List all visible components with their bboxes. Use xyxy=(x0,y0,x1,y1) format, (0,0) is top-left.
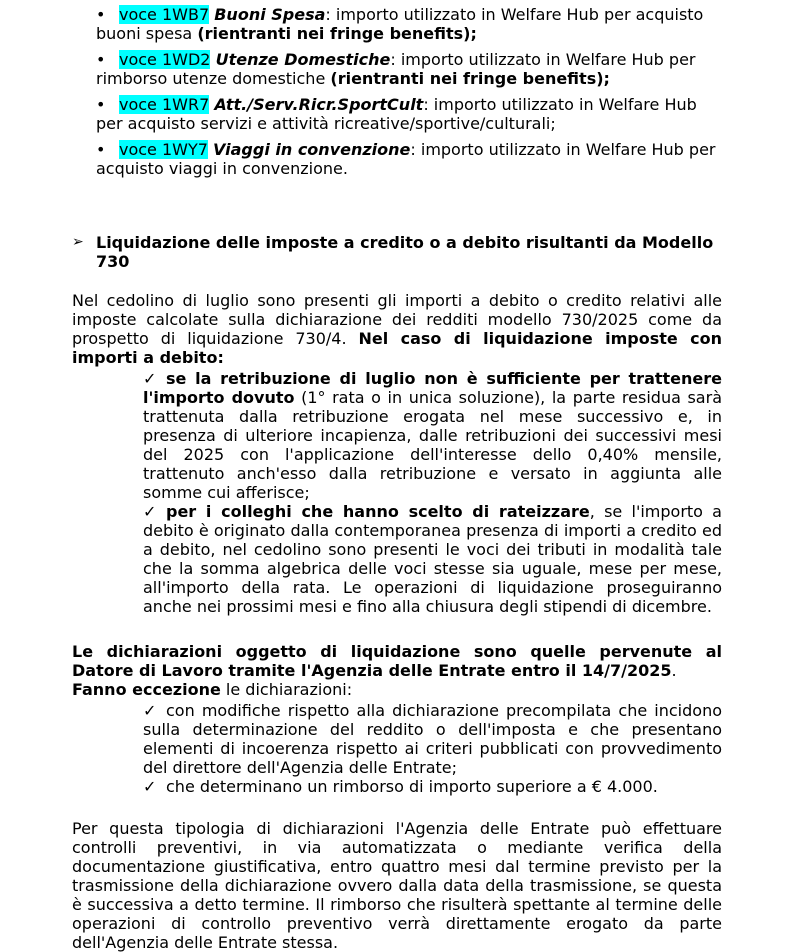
voce-desc: : importo utilizzato in Welfare Hub per xyxy=(410,140,716,159)
voce-name: Att./Serv.Ricr.SportCult xyxy=(214,95,424,114)
voce-name: Utenze Domestiche xyxy=(215,50,391,69)
check-icon: ✓ xyxy=(143,502,157,521)
voce-desc-rest: per acquisto servizi e attività ricreative/sportive/culturali; xyxy=(96,114,556,133)
voce-code: voce 1WY7 xyxy=(119,140,208,159)
exceptions-text: le dichiarazioni: xyxy=(220,680,353,699)
declarations-bold: Le dichiarazioni oggetto di liquidazione sono quelle pervenute al Datore di Lavoro tramite l'Agenzia delle Entrate entro il 14/7/2025 xyxy=(72,642,722,680)
voce-item-1wb7 xyxy=(96,5,726,43)
intro-paragraph xyxy=(72,291,722,367)
arrow-bullet-icon: ➢ xyxy=(72,234,84,250)
voce-bold-tail: (rientranti nei fringe benefits); xyxy=(197,24,477,43)
bullet-icon: • xyxy=(96,140,106,159)
declarations-paragraph xyxy=(72,642,722,699)
bullet-icon: • xyxy=(96,50,106,69)
debit-cases-list xyxy=(143,369,722,616)
voce-desc: : importo utilizzato in Welfare Hub per acquisto xyxy=(325,5,704,24)
check-bold: se la retribuzione di luglio non è sufficiente per trattenere l'importo dovuto xyxy=(143,369,722,407)
bullet-icon: • xyxy=(96,5,106,24)
voce-desc-rest: acquisto viaggi in convenzione. xyxy=(96,159,348,178)
voce-desc: : importo utilizzato in Welfare Hub per xyxy=(390,50,696,69)
exceptions-list xyxy=(143,701,722,796)
voce-name: Buoni Spesa xyxy=(214,5,326,24)
voce-item-1wy7 xyxy=(96,140,726,178)
section-heading xyxy=(72,233,732,271)
intro-bold: Nel caso di liquidazione imposte con importi a debito: xyxy=(72,329,722,367)
voce-desc-rest: buoni spesa xyxy=(96,24,198,43)
intro-text: Nel cedolino di luglio sono presenti gli importi a debito o credito relativi alle imposte calcolate sulla dichiarazione dei redditi modello 730/2025 come da prospetto di liquidazione 730/4. xyxy=(72,291,722,348)
declarations-after: . xyxy=(671,661,677,680)
heading-line-1: Liquidazione delle imposte a credito o a debito risultanti da Modello xyxy=(96,233,714,252)
check-item-rateizzare xyxy=(143,502,722,616)
check-text: , se l'importo a debito è originato dalla contemporanea presenza di importi a credito ed a debito, nel cedolino sono presenti le voci dei tributi in modalità tale che la somma algebrica delle voci stesse sia uguale, mese per mese, all'importo della rata. Le operazioni di liquidazione proseguiranno anche nei prossimi mesi e fino alla chiusura degli stipendi di dicembre. xyxy=(143,502,722,616)
heading-line-2: 730 xyxy=(96,252,130,271)
check-icon: ✓ xyxy=(143,777,157,796)
check-icon: ✓ xyxy=(143,369,157,388)
check-item-insufficient xyxy=(143,369,722,502)
exceptions-bold: Fanno eccezione xyxy=(72,680,221,699)
check-bold: per i colleghi che hanno scelto di rateizzare xyxy=(166,502,590,521)
voce-code: voce 1WR7 xyxy=(119,95,210,114)
check-item-modifiche xyxy=(143,701,722,777)
voce-desc-rest: rimborso utenze domestiche xyxy=(96,69,331,88)
controls-paragraph: Per questa tipologia di dichiarazioni l'Agenzia delle Entrate può effettuare controlli preventivi, in via automatizzata o mediante verifica della documentazione giustificativa, entro quattro mesi dal termine previsto per la trasmissione della dichiarazione ovvero dalla data della trasmissione, se questa è successiva a detto termine. Il rimborso che risulterà spettante al termine delle operazioni di controllo preventivo verrà direttamente erogato da parte dell'Agenzia delle Entrate stessa. xyxy=(72,819,722,952)
voce-bold-tail: (rientranti nei fringe benefits); xyxy=(330,69,610,88)
check-text: (1° rata o in unica soluzione), la parte residua sarà trattenuta dalla retribuzione erogata nel mese successivo e, in presenza di ulteriore incapienza, dalle retribuzioni dei successivi mesi del 2025 con l'applicazione dell'interesse dello 0,40% mensile, trattenuto anch'esso dalla retribuzione e versato in aggiunta alle somme cui afferisce; xyxy=(143,388,722,502)
voce-list xyxy=(96,5,726,185)
check-item-rimborso xyxy=(143,777,722,796)
check-text: con modifiche rispetto alla dichiarazione precompilata che incidono sulla determinazione del reddito o dell'imposta e che presentano elementi di incoerenza rispetto ai criteri pubblicati con provvedimento del direttore dell'Agenzia delle Entrate; xyxy=(143,701,722,777)
voce-item-1wd2 xyxy=(96,50,726,88)
voce-item-1wr7 xyxy=(96,95,726,133)
voce-name: Viaggi in convenzione xyxy=(213,140,411,159)
voce-desc: : importo utilizzato in Welfare Hub xyxy=(423,95,697,114)
voce-code: voce 1WD2 xyxy=(119,50,211,69)
bullet-icon: • xyxy=(96,95,106,114)
check-text: che determinano un rimborso di importo superiore a € 4.000. xyxy=(166,777,658,796)
check-icon: ✓ xyxy=(143,701,157,720)
voce-code: voce 1WB7 xyxy=(119,5,210,24)
